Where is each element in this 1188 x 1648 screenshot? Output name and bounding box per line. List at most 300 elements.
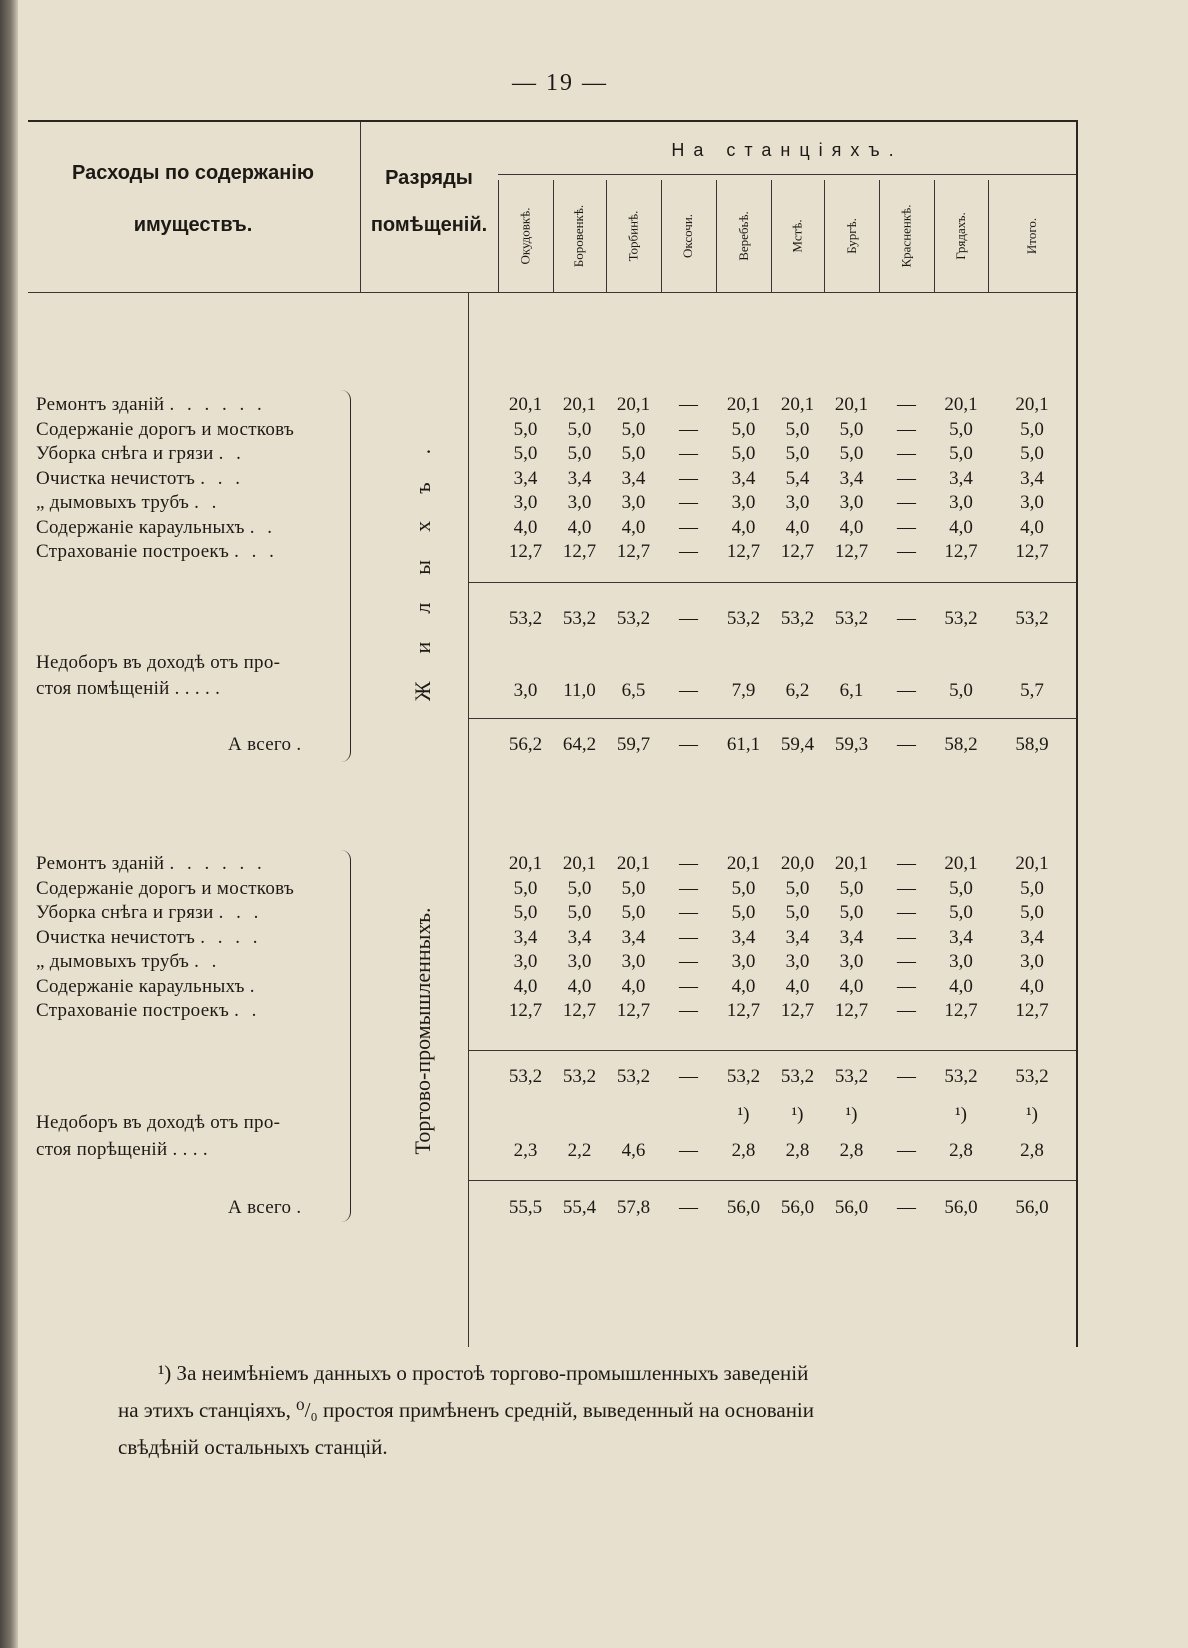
value-cell: — xyxy=(897,951,916,972)
expenses-header-line-2: имуществъ. xyxy=(133,214,253,236)
value-cell: 5,0 xyxy=(949,418,973,440)
footnote xyxy=(118,1355,1118,1466)
expense-name: Страхованіе построекъ xyxy=(36,1000,230,1021)
value-cell: — xyxy=(897,394,916,415)
footnote-marker: ¹) xyxy=(1025,1104,1039,1125)
value-cell: 4,0 xyxy=(785,975,810,997)
value-cell: 3,4 xyxy=(731,467,756,489)
value-cell: 3,0 xyxy=(621,492,646,513)
value-cell: — xyxy=(897,418,916,440)
book-binding-edge xyxy=(0,0,18,1648)
value-cell: 3,4 xyxy=(513,926,538,948)
value-cell: 5,0 xyxy=(949,877,973,899)
value-cell: 5,0 xyxy=(731,902,756,923)
value-cell: 3,4 xyxy=(621,926,646,948)
header-bottom-rule xyxy=(28,292,1076,293)
row-rule xyxy=(468,1050,1076,1051)
subtotal-cell: 53,2 xyxy=(508,608,543,629)
leader-dots: . xyxy=(249,975,259,997)
value-cell: 3,0 xyxy=(513,492,538,513)
subtotal-cell: — xyxy=(679,608,698,629)
value-cell: 5,0 xyxy=(621,902,646,923)
value-cell: — xyxy=(679,418,698,440)
value-cell: 3,0 xyxy=(839,492,864,513)
shortfall-cell: 2,2 xyxy=(567,1140,592,1161)
shortfall-label-line-1: Недоборъ въ доходѣ отъ про- xyxy=(36,1112,281,1133)
leader-dots: . . xyxy=(194,951,221,972)
value-cell: 5,0 xyxy=(513,443,538,464)
station-header xyxy=(719,180,769,292)
value-cell: 20,1 xyxy=(508,394,543,415)
value-cell: — xyxy=(679,516,698,538)
subtotal-cell: 53,2 xyxy=(834,608,869,629)
leader-dots: . . . xyxy=(234,541,278,562)
value-cell: — xyxy=(679,394,698,415)
value-cell: 5,0 xyxy=(731,418,756,440)
value-cell: 4,0 xyxy=(567,975,592,997)
value-cell: 20,1 xyxy=(726,394,761,415)
value-cell: 3,0 xyxy=(1020,951,1044,972)
shortfall-cell: — xyxy=(897,680,916,701)
expense-name: Ремонтъ зданій xyxy=(36,853,165,874)
value-cell: 3,4 xyxy=(949,926,973,948)
total-cell: 56,0 xyxy=(780,1197,815,1218)
column-rule xyxy=(360,122,361,292)
value-cell: 20,1 xyxy=(562,853,597,874)
footnote-line-3: свѣдѣній остальныхъ станцій. xyxy=(118,1435,388,1459)
leader-dots: . . . . . . xyxy=(169,394,266,415)
total-cell: 55,5 xyxy=(508,1197,543,1218)
expense-row-label xyxy=(36,492,366,514)
station-header xyxy=(1007,180,1057,292)
value-cell: — xyxy=(897,492,916,513)
value-cell: 4,0 xyxy=(839,975,864,997)
value-cell: 20,1 xyxy=(834,853,869,874)
value-cell: 3,0 xyxy=(567,951,592,972)
station-header xyxy=(664,180,714,292)
station-header xyxy=(936,180,986,292)
station-name: Мстѣ. xyxy=(789,219,805,253)
shortfall-cell: 4,6 xyxy=(621,1140,646,1161)
body-column-rule xyxy=(468,292,469,1347)
station-name: Оксочи. xyxy=(680,213,696,259)
footnote-marker: ¹) xyxy=(791,1104,804,1125)
value-cell: 12,7 xyxy=(834,541,869,562)
subtotal-cell: — xyxy=(679,1066,698,1087)
value-cell: — xyxy=(679,443,698,464)
station-name: Торбинѣ. xyxy=(625,210,641,262)
total-cell: 56,0 xyxy=(834,1197,869,1218)
shortfall-cell: — xyxy=(679,680,698,701)
footnote-line-2: на этихъ станціяхъ, ⁰/₀ простоя примѣненъ средній, выведенный на основаніи xyxy=(118,1398,815,1422)
expense-name: Содержаніе дорогъ и мостковъ xyxy=(36,418,295,440)
expense-name: Очистка нечистотъ xyxy=(36,467,196,489)
value-cell: 5,0 xyxy=(621,877,646,899)
value-cell: 12,7 xyxy=(1015,541,1049,562)
station-header xyxy=(555,180,605,292)
expense-name: Содержаніе дорогъ и мостковъ xyxy=(36,877,295,899)
expense-row-label xyxy=(36,541,366,563)
category-label: Жилыхъ. xyxy=(410,420,435,702)
value-cell: 12,7 xyxy=(616,1000,651,1021)
shortfall-label-line-1: Недоборъ въ доходѣ отъ про- xyxy=(36,652,281,673)
footnote-text-1: За неимѣніемъ данныхъ о простоѣ торгово-промышленныхъ заведеній xyxy=(176,1361,809,1385)
total-cell: 55,4 xyxy=(562,1197,597,1218)
leader-dots: . . . . . . xyxy=(169,853,266,874)
expense-name: Содержаніе караульныхъ xyxy=(36,975,245,997)
shortfall-cell: 11,0 xyxy=(563,680,596,701)
value-cell: 12,7 xyxy=(780,541,815,562)
value-cell: 3,4 xyxy=(731,926,756,948)
footnote-line-1 xyxy=(118,1355,1118,1392)
station-name: Грядахъ. xyxy=(952,212,968,260)
expense-name: Уборка снѣга и грязи xyxy=(36,902,214,923)
total-cell: — xyxy=(679,1197,698,1218)
station-name: Веребьѣ. xyxy=(735,211,751,261)
footnote-marker: ¹) xyxy=(954,1104,968,1125)
shortfall-cell: 2,8 xyxy=(785,1140,810,1161)
shortfall-cell: — xyxy=(897,1140,916,1161)
station-header xyxy=(773,180,823,292)
leader-dots: . . xyxy=(234,1000,261,1021)
value-cell: 12,7 xyxy=(944,541,978,562)
value-cell: 3,0 xyxy=(567,492,592,513)
value-cell: 5,0 xyxy=(731,877,756,899)
subtotal-cell: 53,2 xyxy=(780,608,815,629)
column-rule xyxy=(606,180,607,292)
total-cell: 58,2 xyxy=(944,734,978,755)
value-cell: 12,7 xyxy=(1015,1000,1049,1021)
value-cell: 12,7 xyxy=(562,1000,597,1021)
station-header xyxy=(882,180,932,292)
value-cell: 3,4 xyxy=(839,926,864,948)
total-cell: 58,9 xyxy=(1015,734,1049,755)
subtotal-cell: 53,2 xyxy=(1015,1066,1049,1087)
value-cell: 3,0 xyxy=(949,492,973,513)
value-cell: 3,4 xyxy=(621,467,646,489)
leader-dots: . . xyxy=(194,492,221,513)
category-header-line-1: Разряды xyxy=(385,167,473,189)
value-cell: 3,4 xyxy=(949,467,973,489)
column-rule xyxy=(988,180,989,292)
value-cell: — xyxy=(897,516,916,538)
value-cell: — xyxy=(679,853,698,874)
value-cell: 5,0 xyxy=(839,443,864,464)
total-cell: — xyxy=(679,734,698,755)
value-cell: 4,0 xyxy=(567,516,592,538)
row-rule xyxy=(468,718,1076,719)
value-cell: — xyxy=(897,902,916,923)
value-cell: 5,0 xyxy=(567,418,592,440)
row-rule xyxy=(468,1180,1076,1181)
value-cell: 3,4 xyxy=(1020,926,1044,948)
value-cell: 20,1 xyxy=(508,853,543,874)
value-cell: — xyxy=(679,926,698,948)
value-cell: 5,0 xyxy=(839,877,864,899)
value-cell: 3,4 xyxy=(1020,467,1044,489)
station-name: Красненкѣ. xyxy=(898,204,914,268)
value-cell: 4,0 xyxy=(731,516,756,538)
subtotal-cell: 53,2 xyxy=(616,608,651,629)
station-header xyxy=(827,180,877,292)
value-cell: 5,0 xyxy=(1020,418,1044,440)
expense-row-label xyxy=(36,853,366,875)
value-cell: — xyxy=(897,926,916,948)
category-header-line-2: помѣщеній. xyxy=(370,214,488,236)
stations-caption-rule xyxy=(498,174,1076,175)
shortfall-cell: 2,8 xyxy=(839,1140,864,1161)
value-cell: — xyxy=(897,975,916,997)
total-cell: — xyxy=(897,1197,916,1218)
total-cell: — xyxy=(897,734,916,755)
subtotal-cell: 53,2 xyxy=(726,1066,761,1087)
value-cell: 20,1 xyxy=(1015,394,1049,415)
value-cell: 3,0 xyxy=(621,951,646,972)
expense-row-label xyxy=(36,517,366,539)
shortfall-cell: 2,3 xyxy=(513,1140,538,1161)
expense-name: Страхованіе построекъ xyxy=(36,541,230,562)
value-cell: 5,0 xyxy=(513,418,538,440)
value-cell: — xyxy=(679,951,698,972)
value-cell: 5,0 xyxy=(785,443,810,464)
value-cell: 20,0 xyxy=(780,853,815,874)
total-cell: 59,3 xyxy=(834,734,869,755)
value-cell: 4,0 xyxy=(513,975,538,997)
expense-row-label xyxy=(36,443,366,465)
value-cell: 5,0 xyxy=(513,902,538,923)
column-rule xyxy=(879,180,880,292)
value-cell: 20,1 xyxy=(1015,853,1049,874)
value-cell: — xyxy=(897,467,916,489)
station-name: Итого. xyxy=(1024,217,1039,255)
value-cell: — xyxy=(897,1000,916,1021)
shortfall-label-line-2: стоя помѣщеній . . . . . xyxy=(36,678,221,699)
value-cell: 4,0 xyxy=(1020,975,1044,997)
column-rule xyxy=(934,180,935,292)
station-header xyxy=(609,180,659,292)
value-cell: — xyxy=(679,467,698,489)
value-cell: 4,0 xyxy=(731,975,756,997)
value-cell: 3,0 xyxy=(731,951,756,972)
shortfall-cell: 5,7 xyxy=(1020,680,1044,701)
value-cell: 5,0 xyxy=(1020,877,1044,899)
value-cell: 20,1 xyxy=(562,394,597,415)
shortfall-cell: 3,0 xyxy=(513,680,538,701)
value-cell: 20,1 xyxy=(834,394,869,415)
value-cell: 5,0 xyxy=(785,877,810,899)
value-cell: — xyxy=(679,975,698,997)
shortfall-cell: — xyxy=(679,1140,698,1161)
grand-total-label: А всего . xyxy=(228,1197,302,1218)
expense-row-label xyxy=(36,878,366,900)
expense-row-label xyxy=(36,394,366,416)
expense-name: Содержаніе караульныхъ xyxy=(36,516,245,538)
value-cell: 3,4 xyxy=(567,926,592,948)
total-cell: 61,1 xyxy=(726,734,761,755)
category-label: Торгово-промышленныхъ. xyxy=(410,907,435,1155)
stations-caption: На станціяхъ. xyxy=(671,140,903,160)
expense-row-label xyxy=(36,468,366,490)
value-cell: — xyxy=(679,1000,698,1021)
expense-row-label xyxy=(36,951,366,973)
footnote-mark: ¹) xyxy=(158,1361,172,1385)
shortfall-cell: 2,8 xyxy=(949,1140,973,1161)
value-cell: 5,0 xyxy=(567,902,592,923)
value-cell: — xyxy=(897,877,916,899)
expense-row-label xyxy=(36,419,366,441)
expense-row-label xyxy=(36,902,366,924)
column-rule xyxy=(824,180,825,292)
leader-dots: . . . xyxy=(218,902,263,923)
total-cell: 56,0 xyxy=(944,1197,978,1218)
subtotal-cell: 53,2 xyxy=(562,608,597,629)
column-rule xyxy=(716,180,717,292)
value-cell: 5,0 xyxy=(567,443,592,464)
value-cell: 5,0 xyxy=(621,443,646,464)
value-cell: 3,0 xyxy=(1020,492,1044,513)
column-rule xyxy=(498,180,499,292)
shortfall-label-line-2: стоя порѣщеній . . . . xyxy=(36,1139,208,1160)
shortfall-cell: 6,1 xyxy=(839,680,864,701)
expenses-header-line-1: Расходы по содержанію xyxy=(72,162,314,184)
value-cell: — xyxy=(679,492,698,513)
total-cell: 59,7 xyxy=(616,734,651,755)
shortfall-cell: 5,0 xyxy=(949,680,973,701)
value-cell: 5,0 xyxy=(785,902,810,923)
value-cell: 20,1 xyxy=(616,853,651,874)
value-cell: 4,0 xyxy=(1020,516,1044,538)
subtotal-cell: 53,2 xyxy=(508,1066,543,1087)
station-header xyxy=(501,180,551,292)
subtotal-cell: 53,2 xyxy=(562,1066,597,1087)
value-cell: 4,0 xyxy=(949,975,973,997)
total-cell: 59,4 xyxy=(780,734,815,755)
expenses-table xyxy=(28,120,1078,1347)
footnote-marker: ¹) xyxy=(737,1104,750,1125)
value-cell: 5,4 xyxy=(785,467,810,489)
value-cell: 5,0 xyxy=(949,902,973,923)
subtotal-cell: 53,2 xyxy=(944,608,978,629)
subtotal-cell: 53,2 xyxy=(944,1066,978,1087)
value-cell: 20,1 xyxy=(944,853,978,874)
value-cell: 4,0 xyxy=(839,516,864,538)
value-cell: — xyxy=(897,853,916,874)
expense-name: „ дымовыхъ трубъ xyxy=(36,951,190,972)
value-cell: — xyxy=(679,902,698,923)
shortfall-cell: 2,8 xyxy=(731,1140,756,1161)
expense-name: Ремонтъ зданій xyxy=(36,394,165,415)
leader-dots: . . . . xyxy=(200,926,262,948)
value-cell: 5,0 xyxy=(1020,443,1044,464)
leader-dots: . . xyxy=(249,516,277,538)
footnote-marker: ¹) xyxy=(845,1104,858,1125)
subtotal-cell: 53,2 xyxy=(1015,608,1049,629)
value-cell: 12,7 xyxy=(944,1000,978,1021)
expense-name: Уборка снѣга и грязи xyxy=(36,443,214,464)
value-cell: — xyxy=(679,877,698,899)
total-cell: 56,2 xyxy=(508,734,543,755)
value-cell: 5,0 xyxy=(621,418,646,440)
value-cell: 12,7 xyxy=(616,541,651,562)
expense-row-label xyxy=(36,1000,366,1022)
value-cell: 3,0 xyxy=(785,492,810,513)
value-cell: 12,7 xyxy=(562,541,597,562)
total-cell: 64,2 xyxy=(562,734,597,755)
value-cell: 3,0 xyxy=(839,951,864,972)
value-cell: 12,7 xyxy=(508,1000,543,1021)
shortfall-cell: 2,8 xyxy=(1020,1140,1044,1161)
value-cell: 4,0 xyxy=(785,516,810,538)
value-cell: 12,7 xyxy=(780,1000,815,1021)
value-cell: 3,4 xyxy=(785,926,810,948)
total-cell: 56,0 xyxy=(1015,1197,1049,1218)
subtotal-cell: 53,2 xyxy=(726,608,761,629)
value-cell: 12,7 xyxy=(508,541,543,562)
grand-total-label: А всего . xyxy=(228,734,302,755)
expense-row-label xyxy=(36,927,366,949)
value-cell: 3,4 xyxy=(513,467,538,489)
value-cell: 3,4 xyxy=(567,467,592,489)
value-cell: 3,0 xyxy=(785,951,810,972)
subtotal-cell: 53,2 xyxy=(616,1066,651,1087)
column-rule xyxy=(661,180,662,292)
expense-name: Очистка нечистотъ xyxy=(36,926,196,948)
value-cell: 12,7 xyxy=(726,541,761,562)
value-cell: — xyxy=(897,443,916,464)
value-cell: 20,1 xyxy=(616,394,651,415)
page-number: — 19 — xyxy=(512,70,608,96)
value-cell: 20,1 xyxy=(780,394,815,415)
value-cell: 12,7 xyxy=(834,1000,869,1021)
value-cell: — xyxy=(897,541,916,562)
value-cell: — xyxy=(679,541,698,562)
shortfall-cell: 6,2 xyxy=(785,680,810,701)
row-rule xyxy=(468,582,1076,583)
total-cell: 57,8 xyxy=(616,1197,651,1218)
value-cell: 3,4 xyxy=(839,467,864,489)
shortfall-cell: 6,5 xyxy=(621,680,646,701)
expense-row-label xyxy=(36,976,366,998)
shortfall-cell: 7,9 xyxy=(731,680,756,701)
leader-dots: . . xyxy=(218,443,245,464)
value-cell: 4,0 xyxy=(621,516,646,538)
subtotal-cell: 53,2 xyxy=(780,1066,815,1087)
station-name: Боровенкѣ. xyxy=(571,204,587,268)
value-cell: 12,7 xyxy=(726,1000,761,1021)
value-cell: 5,0 xyxy=(839,418,864,440)
expense-name: „ дымовыхъ трубъ xyxy=(36,492,190,513)
value-cell: 3,0 xyxy=(949,951,973,972)
station-name: Окудовкѣ. xyxy=(517,207,533,265)
subtotal-cell: — xyxy=(897,608,916,629)
value-cell: 5,0 xyxy=(785,418,810,440)
subtotal-cell: 53,2 xyxy=(834,1066,869,1087)
total-cell: 56,0 xyxy=(726,1197,761,1218)
value-cell: 5,0 xyxy=(1020,902,1044,923)
value-cell: 3,0 xyxy=(513,951,538,972)
leader-dots: . . . xyxy=(200,467,244,489)
value-cell: 3,0 xyxy=(731,492,756,513)
value-cell: 4,0 xyxy=(621,975,646,997)
station-name: Бургѣ. xyxy=(843,218,859,254)
value-cell: 20,1 xyxy=(944,394,978,415)
value-cell: 5,0 xyxy=(567,877,592,899)
value-cell: 5,0 xyxy=(731,443,756,464)
value-cell: 4,0 xyxy=(949,516,973,538)
value-cell: 5,0 xyxy=(839,902,864,923)
value-cell: 5,0 xyxy=(949,443,973,464)
subtotal-cell: — xyxy=(897,1066,916,1087)
